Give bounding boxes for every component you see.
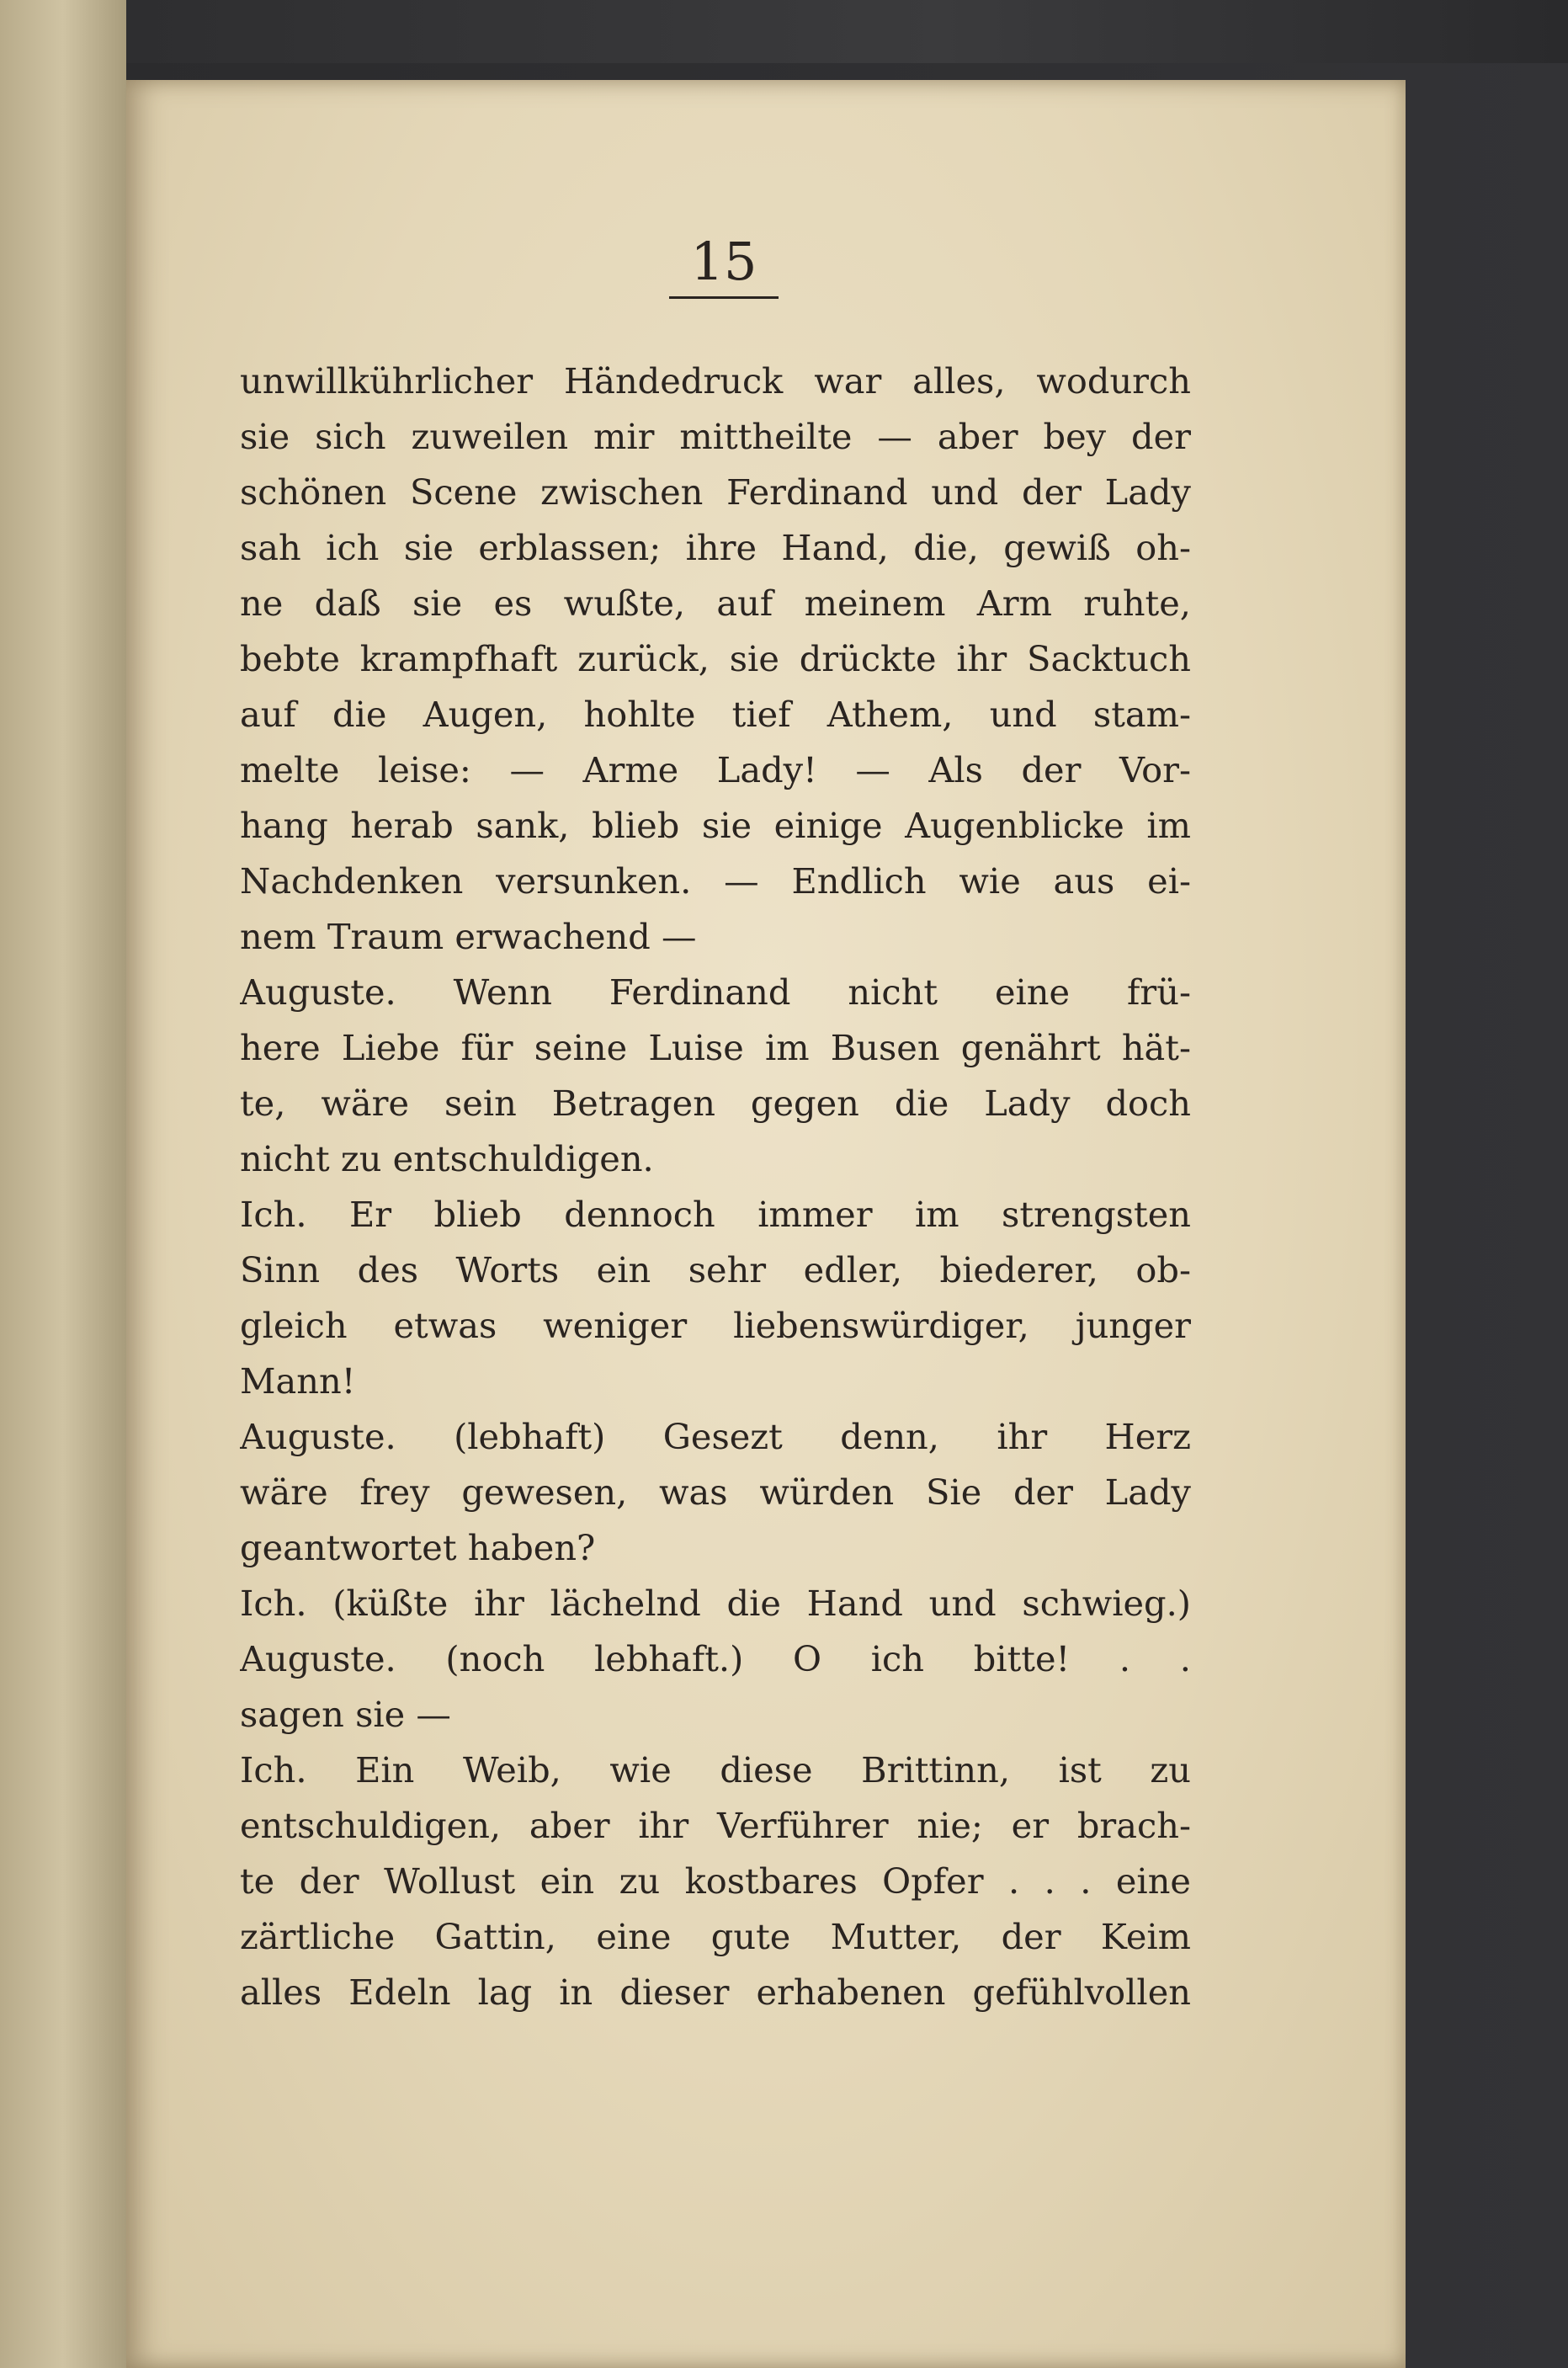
text-line: geantwortet haben?	[240, 1527, 596, 1568]
text-line: Auguste. (lebhaft) Gesezt denn, ihr Herz	[240, 1416, 1191, 1457]
text-line: Ich. Ein Weib, wie diese Brittinn, ist zu	[240, 1749, 1191, 1791]
text-line: zärtliche Gattin, eine gute Mutter, der Keim	[240, 1916, 1191, 1957]
page-text	[240, 354, 1191, 2088]
text-line: bebte krampfhaft zurück, sie drückte ihr Sacktuch	[240, 638, 1191, 679]
text-line: Auguste. Wenn Ferdinand nicht eine frü-	[240, 971, 1191, 1013]
text-line: hang herab sank, blieb sie einige Augenblicke im	[240, 805, 1191, 846]
text-line: melte leise: — Arme Lady! — Als der Vor-	[240, 749, 1191, 790]
text-line: Sinn des Worts ein sehr edler, biederer, ob-	[240, 1249, 1191, 1290]
text-line: Ich. Er blieb dennoch immer im strengsten	[240, 1194, 1191, 1235]
text-line: schönen Scene zwischen Ferdinand und der Lady	[240, 471, 1191, 513]
text-line: unwillkührlicher Händedruck war alles, wodurch	[240, 360, 1191, 402]
text-line: here Liebe für seine Luise im Busen genährt hät-	[240, 1027, 1191, 1068]
text-line: Nachdenken versunken. — Endlich wie aus ei-	[240, 860, 1191, 902]
text-line: gleich etwas weniger liebenswürdiger, junger	[240, 1305, 1191, 1346]
text-line: Mann!	[240, 1360, 356, 1402]
text-line: te, wäre sein Betragen gegen die Lady doch	[240, 1083, 1191, 1124]
text-line: wäre frey gewesen, was würden Sie der Lady	[240, 1471, 1191, 1513]
text-line: entschuldigen, aber ihr Verführer nie; er brach-	[240, 1805, 1191, 1846]
text-line: sie sich zuweilen mir mittheilte — aber bey der	[240, 416, 1191, 457]
text-line: sagen sie —	[240, 1694, 451, 1735]
previous-page-edge	[0, 0, 126, 2368]
text-line: te der Wollust ein zu kostbares Opfer . . . eine	[240, 1860, 1191, 1902]
text-line: Ich. (küßte ihr lächelnd die Hand und schwieg.)	[240, 1583, 1191, 1624]
text-line: ne daß sie es wußte, auf meinem Arm ruhte,	[240, 583, 1191, 624]
text-line: nem Traum erwachend —	[240, 916, 697, 957]
text-line: alles Edeln lag in dieser erhabenen gefühlvollen	[240, 1972, 1191, 2013]
page-number: 15	[669, 236, 779, 299]
text-line: Auguste. (noch lebhaft.) O ich bitte! . .	[240, 1638, 1191, 1679]
text-line: nicht zu entschuldigen.	[240, 1138, 654, 1179]
text-line: auf die Augen, hohlte tief Athem, und stam-	[240, 694, 1191, 735]
text-line: sah ich sie erblassen; ihre Hand, die, gewiß oh-	[240, 527, 1191, 568]
